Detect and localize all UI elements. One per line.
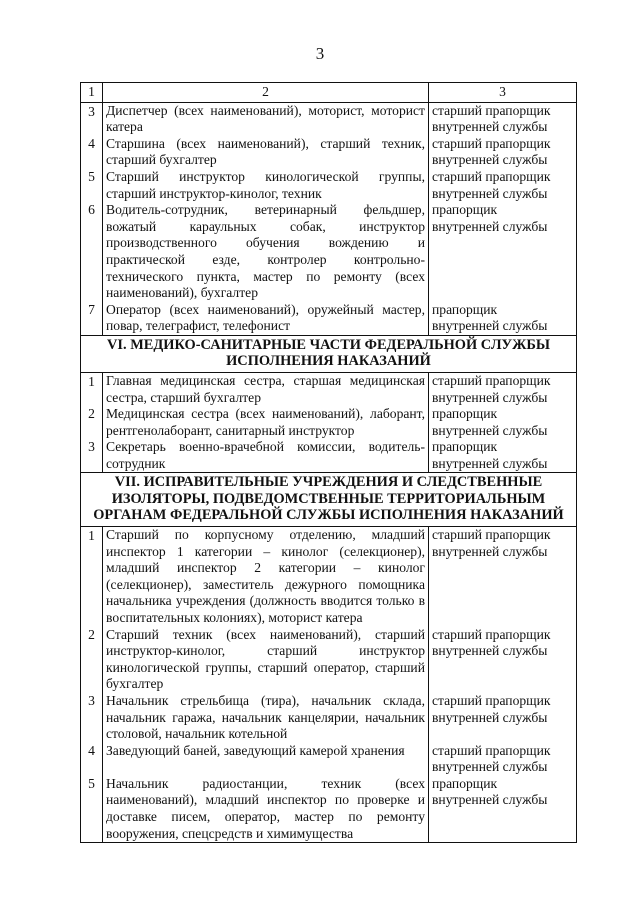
rank-cell (429, 439, 577, 473)
row-number: 5 (81, 169, 103, 202)
row-number: 2 (81, 406, 103, 439)
rank-cell (429, 202, 577, 302)
table-row (81, 372, 577, 406)
rank-cell (429, 627, 577, 693)
rank-line: старший прапорщик (432, 102, 551, 118)
rank-line: внутренней службы (432, 218, 548, 234)
page-number: 3 (315, 44, 325, 63)
rank-cell (429, 102, 577, 136)
rank-line: старший прапорщик (432, 626, 551, 642)
rank-line: внутренней службы (432, 389, 548, 405)
rank-line: внутренней службы (432, 152, 548, 168)
rank-cell (429, 776, 577, 843)
rank-line: старший прапорщик (432, 135, 551, 151)
section-title: VI. МЕДИКО-САНИТАРНЫЕ ЧАСТИ ФЕДЕРАЛЬНОЙ СЛУЖБЫ ИСПОЛНЕНИЯ НАКАЗАНИЙ (81, 335, 577, 372)
position-description: Старший инструктор кинологической группы, старший инструктор-кинолог, техник (103, 169, 429, 202)
table-row (81, 743, 577, 776)
row-number: 3 (81, 439, 103, 473)
rank-line: старший прапорщик (432, 742, 551, 758)
table-row (81, 526, 577, 626)
row-number: 2 (81, 627, 103, 693)
position-description: Секретарь военно-врачебной комиссии, водитель-сотрудник (103, 439, 429, 473)
table-row (81, 627, 577, 693)
position-description: Медицинская сестра (всех наименований), лаборант, рентгенолаборант, санитарный инструктор (103, 406, 429, 439)
row-number: 3 (81, 693, 103, 743)
rank-cell (429, 136, 577, 169)
rank-line: внутренней службы (432, 709, 548, 725)
section-heading-row (81, 335, 577, 372)
rank-line: внутренней службы (432, 185, 548, 201)
rank-line: внутренней службы (432, 792, 548, 808)
table-row (81, 776, 577, 843)
position-description: Водитель-сотрудник, ветеринарный фельдшер, вожатый караульных собак, инструктор производственного обучения вождению и практической езде, контролер контрольно-технического пункта, мастер по ремонту (всех наименований), бухгалтер (103, 202, 429, 302)
table-row (81, 169, 577, 202)
section-title: VII. ИСПРАВИТЕЛЬНЫЕ УЧРЕЖДЕНИЯ И СЛЕДСТВЕННЫЕ ИЗОЛЯТОРЫ, ПОДВЕДОМСТВЕННЫЕ ТЕРРИТОРИАЛЬНЫМ ОРГАНАМ ФЕДЕРАЛЬНОЙ СЛУЖБЫ ИСПОЛНЕНИЯ НАКАЗАНИЙ (81, 473, 577, 527)
position-description: Старший по корпусному отделению, младший инспектор 1 категории – кинолог (селекционер), младший инспектор 2 категории – кинолог (селекционер), заместитель дежурного помощника начальника учреждения (должность вводится только в воспитательных колониях), моторист катера (103, 526, 429, 626)
rank-line: внутренней службы (432, 643, 548, 659)
rank-line: внутренней службы (432, 318, 548, 334)
rank-line: внутренней службы (432, 455, 548, 471)
position-description: Главная медицинская сестра, старшая медицинская сестра, старший бухгалтер (103, 372, 429, 406)
row-number: 7 (81, 302, 103, 336)
rank-line: внутренней службы (432, 422, 548, 438)
row-number: 1 (81, 372, 103, 406)
row-number: 1 (81, 526, 103, 626)
column-header: 1 (81, 83, 103, 103)
section-heading-row (81, 473, 577, 527)
position-description: Начальник стрельбища (тира), начальник склада, начальник гаража, начальник канцелярии, начальник столовой, начальник котельной (103, 693, 429, 743)
rank-cell (429, 526, 577, 626)
table-row (81, 439, 577, 473)
rank-line: внутренней службы (432, 759, 548, 775)
row-number: 4 (81, 743, 103, 776)
positions-table (80, 82, 577, 843)
rank-cell (429, 302, 577, 336)
table-row (81, 693, 577, 743)
position-description: Диспетчер (всех наименований), моторист, моторист катера (103, 102, 429, 136)
table-row (81, 302, 577, 336)
rank-cell (429, 693, 577, 743)
rank-cell (429, 169, 577, 202)
rank-line: прапорщик (432, 202, 498, 218)
rank-line: старший прапорщик (432, 692, 551, 708)
position-description: Оператор (всех наименований), оружейный мастер, повар, телеграфист, телефонист (103, 302, 429, 336)
row-number: 4 (81, 136, 103, 169)
rank-line: внутренней службы (432, 543, 548, 559)
column-header: 2 (103, 83, 429, 103)
column-header: 3 (429, 83, 577, 103)
rank-line: прапорщик (432, 301, 498, 317)
rank-line: прапорщик (432, 406, 498, 422)
rank-cell (429, 406, 577, 439)
rank-line: внутренней службы (432, 119, 548, 135)
table-row (81, 136, 577, 169)
rank-cell (429, 372, 577, 406)
table-header-row (81, 83, 577, 103)
rank-line: прапорщик (432, 439, 498, 455)
rank-line: старший прапорщик (432, 168, 551, 184)
position-description: Начальник радиостанции, техник (всех наименований), младший инспектор по проверке и доставке писем, оператор, мастер по ремонту вооружения, спецсредств и химимущества (103, 776, 429, 843)
row-number: 5 (81, 776, 103, 843)
rank-line: прапорщик (432, 775, 498, 791)
position-description: Заведующий баней, заведующий камерой хранения (103, 743, 429, 776)
row-number: 6 (81, 202, 103, 302)
table-row (81, 406, 577, 439)
row-number: 3 (81, 102, 103, 136)
position-description: Старшина (всех наименований), старший техник, старший бухгалтер (103, 136, 429, 169)
rank-line: старший прапорщик (432, 372, 551, 388)
rank-line: старший прапорщик (432, 526, 551, 542)
rank-cell (429, 743, 577, 776)
position-description: Старший техник (всех наименований), старший инструктор-кинолог, старший инструктор кинологической группы, старший оператор, старший бухгалтер (103, 627, 429, 693)
table-row (81, 102, 577, 136)
table-row (81, 202, 577, 302)
